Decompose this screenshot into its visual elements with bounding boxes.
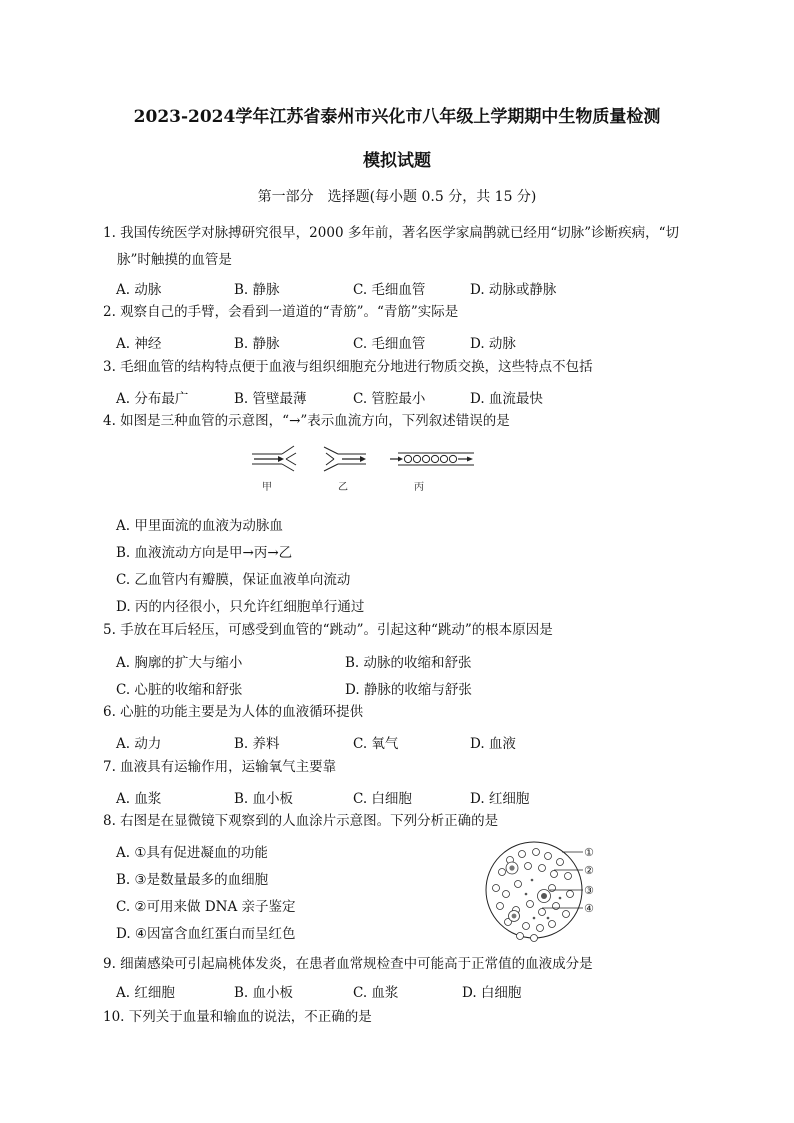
option-d[interactable]: D. 动脉 <box>470 336 516 352</box>
exam-subtitle: 模拟试题 <box>363 151 431 171</box>
option-c[interactable]: C. 管腔最小 <box>353 391 426 407</box>
question-1 <box>103 220 703 274</box>
option-a[interactable]: A. 红细胞 <box>116 985 175 1001</box>
blood-vessel-figure <box>248 444 480 496</box>
question-7 <box>103 754 703 781</box>
question-9-stem: 9. 细菌感染可引起扁桃体发炎，在患者血常规检查中可能高于正常值的血液成分是 <box>103 956 593 972</box>
vessel-bing <box>390 453 474 465</box>
option-a[interactable]: A. 胸廓的扩大与缩小 <box>116 655 243 671</box>
option-b[interactable]: B. 静脉 <box>234 336 280 352</box>
question-5 <box>103 617 703 644</box>
question-6-stem: 6. 心脏的功能主要是为人体的血液循环提供 <box>103 704 364 720</box>
question-10-stem: 10. 下列关于血量和输血的说法，不正确的是 <box>103 1009 372 1025</box>
option-b[interactable]: B. 养料 <box>234 736 280 752</box>
option-c[interactable]: C. 白细胞 <box>353 791 412 807</box>
option-a[interactable]: A. 神经 <box>116 336 162 352</box>
question-8 <box>103 808 703 835</box>
question-4-option-c[interactable]: C. 乙血管内有瓣膜，保证血液单向流动 <box>116 572 351 588</box>
option-d[interactable]: D. 动脉或静脉 <box>470 282 557 298</box>
question-2-stem: 2. 观察自己的手臂，会看到一道道的“青筋”。“青筋”实际是 <box>103 304 459 320</box>
option-c[interactable]: C. 心脏的收缩和舒张 <box>116 682 243 698</box>
label-jia: 甲 <box>262 482 272 493</box>
option-b[interactable]: B. 血小板 <box>234 985 294 1001</box>
option-c[interactable]: C. 毛细血管 <box>353 282 426 298</box>
question-8-option-c[interactable]: C. ②可用来做 DNA 亲子鉴定 <box>116 899 296 915</box>
question-6 <box>103 699 703 726</box>
option-a[interactable]: A. 血浆 <box>116 791 162 807</box>
option-b[interactable]: B. 动脉的收缩和舒张 <box>345 655 472 671</box>
question-8-stem: 8. 右图是在显微镜下观察到的人血涂片示意图。下列分析正确的是 <box>103 813 499 829</box>
question-2 <box>103 299 703 326</box>
blood-smear-figure <box>482 838 602 950</box>
question-8-option-d[interactable]: D. ④因富含血红蛋白而呈红色 <box>116 926 296 942</box>
option-b[interactable]: B. 管壁最薄 <box>234 391 307 407</box>
option-b[interactable]: B. 血小板 <box>234 791 294 807</box>
question-4 <box>103 408 703 435</box>
question-10 <box>103 1004 703 1031</box>
option-a[interactable]: A. 动力 <box>116 736 162 752</box>
option-d[interactable]: D. 血流最快 <box>470 391 543 407</box>
label-2: ② <box>584 864 594 877</box>
exam-title: 2023-2024学年江苏省泰州市兴化市八年级上学期期中生物质量检测 <box>133 107 661 127</box>
option-c[interactable]: C. 氧气 <box>353 736 399 752</box>
option-d[interactable]: D. 血液 <box>470 736 516 752</box>
question-9 <box>103 951 703 978</box>
label-4: ④ <box>584 902 594 915</box>
question-4-option-a[interactable]: A. 甲里面流的血液为动脉血 <box>116 518 283 534</box>
question-1-stem-line2: 脉”时触摸的血管是 <box>117 252 232 268</box>
question-4-stem: 4. 如图是三种血管的示意图，“→”表示血流方向，下列叙述错误的是 <box>103 413 510 429</box>
option-c[interactable]: C. 毛细血管 <box>353 336 426 352</box>
label-yi: 乙 <box>338 482 348 493</box>
question-8-option-b[interactable]: B. ③是数量最多的血细胞 <box>116 872 269 888</box>
option-b[interactable]: B. 静脉 <box>234 282 280 298</box>
question-1-stem-line1: 1. 我国传统医学对脉搏研究很早，2000 多年前，著名医学家扁鹊就已经用“切脉”诊断疾病，“切 <box>103 225 680 241</box>
option-a[interactable]: A. 动脉 <box>116 282 162 298</box>
vessel-yi <box>324 447 366 471</box>
question-4-option-d[interactable]: D. 丙的内径很小，只允许红细胞单行通过 <box>116 599 365 615</box>
label-bing: 丙 <box>414 482 424 493</box>
question-5-stem: 5. 手放在耳后轻压，可感受到血管的“跳动”。引起这种“跳动”的根本原因是 <box>103 622 553 638</box>
question-4-option-b[interactable]: B. 血液流动方向是甲→丙→乙 <box>116 545 293 561</box>
option-a[interactable]: A. 分布最广 <box>116 391 189 407</box>
label-3: ③ <box>584 884 594 897</box>
section-heading: 第一部分 选择题(每小题 0.5 分，共 15 分) <box>257 189 537 205</box>
question-8-option-a[interactable]: A. ①具有促进凝血的功能 <box>116 845 268 861</box>
option-c[interactable]: C. 血浆 <box>353 985 399 1001</box>
vessel-jia <box>252 446 296 471</box>
label-1: ① <box>584 846 594 859</box>
option-d[interactable]: D. 白细胞 <box>462 985 522 1001</box>
question-3-stem: 3. 毛细血管的结构特点便于血液与组织细胞充分地进行物质交换，这些特点不包括 <box>103 359 593 375</box>
question-7-stem: 7. 血液具有运输作用，运输氧气主要靠 <box>103 759 337 775</box>
question-3 <box>103 354 703 381</box>
option-d[interactable]: D. 静脉的收缩与舒张 <box>345 682 472 698</box>
option-d[interactable]: D. 红细胞 <box>470 791 530 807</box>
